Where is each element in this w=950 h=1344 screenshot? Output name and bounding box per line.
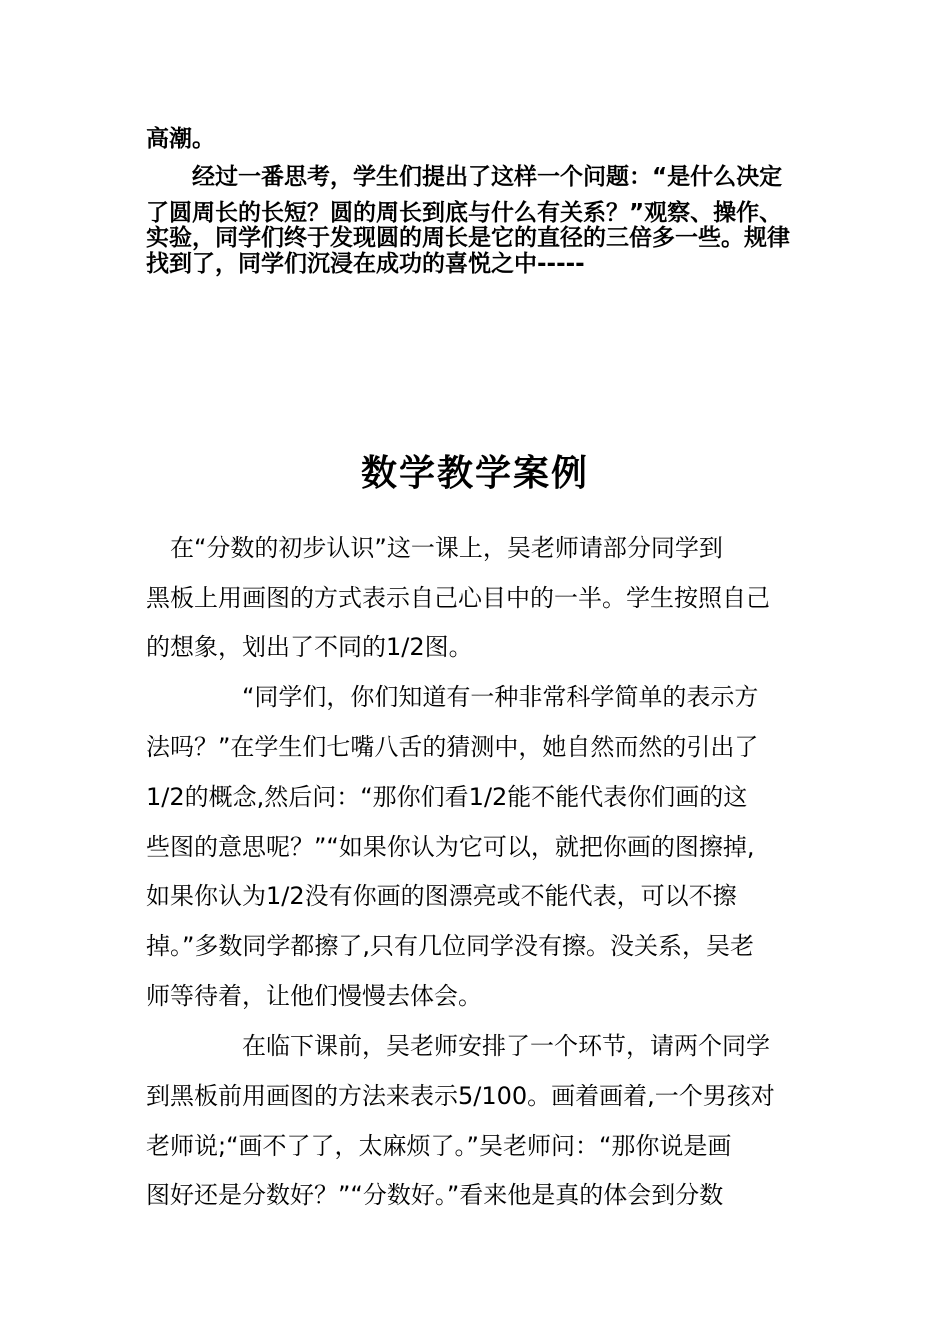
paragraph-line: 如果你认为1/2没有你画的图漂亮或不能代表，可以不擦	[146, 882, 737, 910]
paragraph-line: 师等待着，让他们慢慢去体会。	[146, 982, 482, 1010]
paragraph-line: 老师说;“画不了了，太麻烦了。”吴老师问：“那你说是画	[146, 1132, 732, 1160]
paragraph-line: 实验，同学们终于发现圆的周长是它的直径的三倍多一些。规律	[146, 225, 790, 251]
paragraph-line: 在临下课前，吴老师安排了一个环节，请两个同学	[146, 1032, 770, 1060]
paragraph-line: 图好还是分数好？”“分数好。”看来他是真的体会到分数	[146, 1181, 724, 1209]
paragraph-line: 黑板上用画图的方式表示自己心目中的一半。学生按照自己	[146, 584, 770, 612]
paragraph-line: 法吗？”在学生们七嘴八舌的猜测中，她自然而然的引出了	[146, 733, 759, 761]
paragraph-line: 经过一番思考，学生们提出了这样一个问题：“是什么决定	[146, 164, 783, 190]
paragraph-line: 到黑板前用画图的方法来表示5/100。画着画着,一个男孩对	[146, 1082, 775, 1110]
paragraph-line: 的想象，划出了不同的1/2图。	[146, 633, 473, 661]
paragraph-line: 了圆周长的长短？圆的周长到底与什么有关系？”观察、操作、	[146, 200, 783, 226]
paragraph-line: “同学们，你们知道有一种非常科学简单的表示方	[146, 683, 759, 711]
paragraph-line: 1/2的概念,然后问：“那你们看1/2能不能代表你们画的这	[146, 783, 748, 811]
paragraph-line: 在“分数的初步认识”这一课上，吴老师请部分同学到	[146, 534, 723, 562]
paragraph-line: 掉。”多数同学都擦了,只有几位同学没有擦。没关系，吴老	[146, 932, 755, 960]
paragraph-line: 找到了，同学们沉浸在成功的喜悦之中-----	[146, 251, 585, 277]
paragraph-line: 些图的意思呢？”“如果你认为它可以，就把你画的图擦掉,	[146, 833, 755, 861]
page-title: 数学教学案例	[360, 453, 589, 494]
paragraph-line: 高潮。	[146, 126, 215, 152]
